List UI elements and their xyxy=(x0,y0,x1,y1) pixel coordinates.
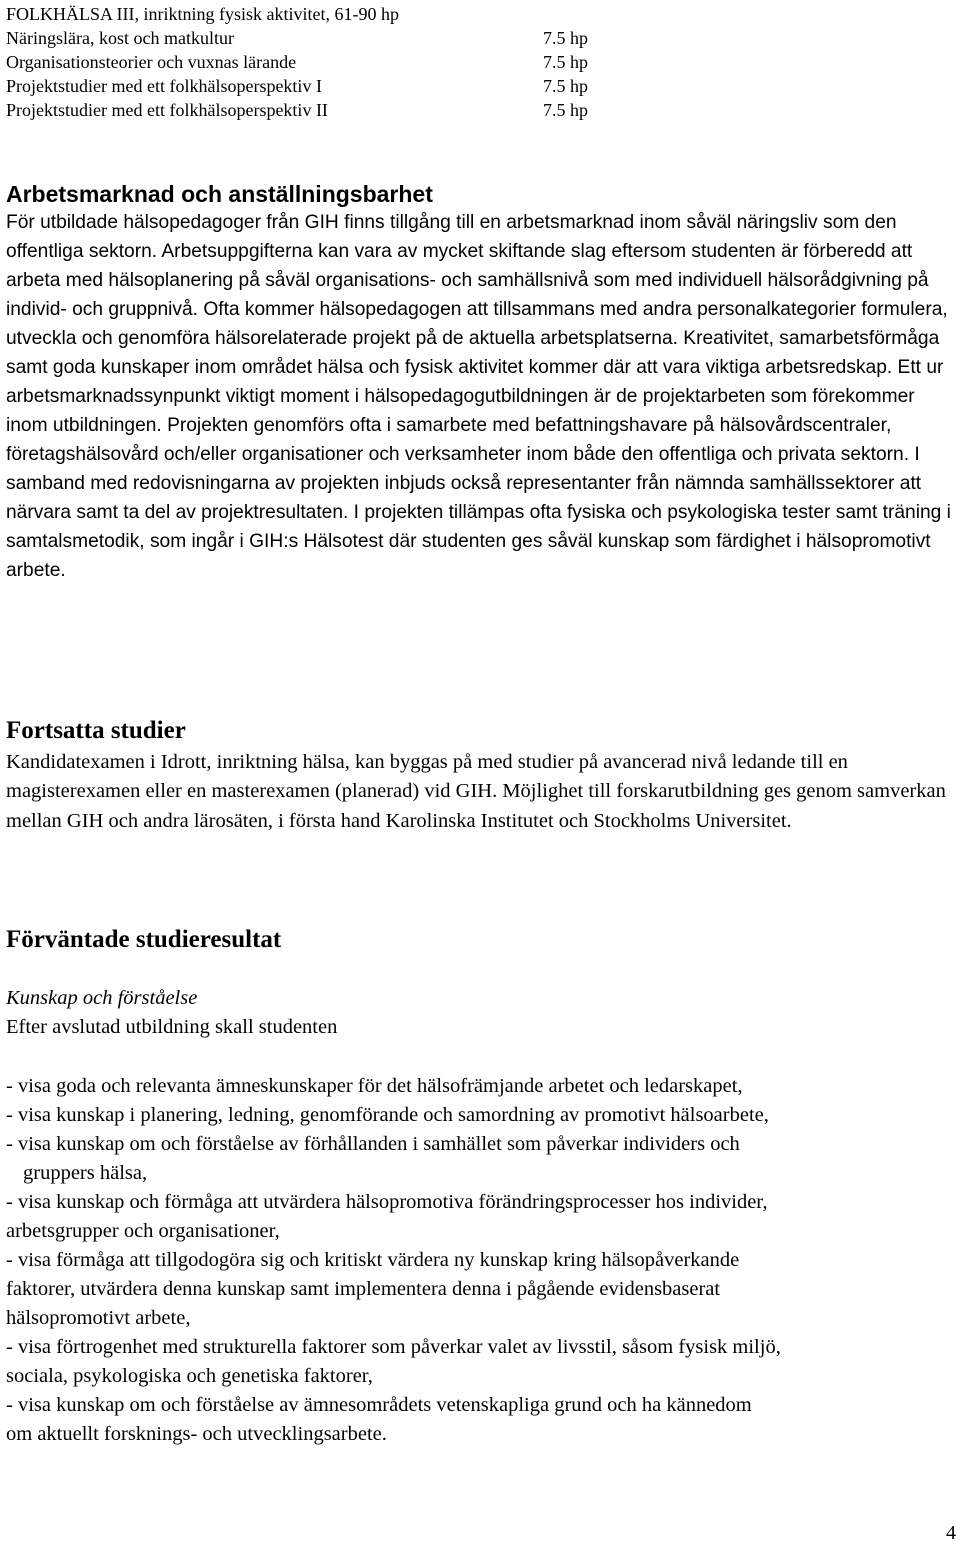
page-number: 4 xyxy=(946,1522,956,1544)
list-item: - visa kunskap i planering, ledning, genomförande och samordning av promotivt hälsoarbete, xyxy=(6,1103,769,1126)
expected-results-section xyxy=(6,925,956,1449)
list-item: faktorer, utvärdera denna kunskap samt implementera denna i pågående evidensbaserat xyxy=(6,1277,721,1300)
further-studies-section xyxy=(6,716,956,836)
expected-results-list xyxy=(6,1072,956,1449)
list-item: - visa goda och relevanta ämneskunskaper för det hälsofrämjande arbetet och ledarskapet, xyxy=(6,1074,743,1097)
course-name: Projektstudier med ett folkhälsoperspektiv II xyxy=(6,100,328,120)
course-row xyxy=(6,50,626,74)
labor-market-text: För utbildade hälsopedagoger från GIH finns tillgång till en arbetsmarknad inom såväl näringsliv som den offentliga sektorn. Arbetsuppgifterna kan vara av mycket skiftande slag eftersom studenten är förberedd att arbeta med hälsoplanering på såväl organisations- och samhällsnivå som med individuell hälsorådgivning på individ- och gruppnivå. Ofta kommer hälsopedagogen att tillsammans med andra personalkategorier formulera, utveckla och genomföra hälsorelaterade projekt på de aktuella arbetsplatserna. Kreativitet, samarbetsförmåga samt goda kunskaper inom området hälsa och fysisk aktivitet kommer där att vara viktiga arbetsredskap. Ett ur arbetsmarknadssynpunkt viktigt moment i hälsopedagogutbildningen är de projektarbeten som förekommer inom utbildningen. Projekten genomförs ofta i samarbete med befattningshavare på hälsovårdscentraler, företagshälsovård och/eller organisationer och verksamheter inom både den offentliga och privata sektorn. I samband med redovisningarna av projekten inbjuds också representanter från nämnda samhällssektorer att närvara samt ta del av projektresultaten. I projekten tillämpas ofta fysiska och psykologiska tester samt träning i samtalsmetodik, som ingår i GIH:s Hälsotest där studenten ges såväl kunskap som färdighet i hälsopromotivt arbete. xyxy=(6,212,951,581)
course-credits: 7.5 hp xyxy=(543,28,588,48)
expected-results-heading: Förväntade studieresultat xyxy=(6,926,282,953)
course-list-heading: FOLKHÄLSA III, inriktning fysisk aktivitet, 61-90 hp xyxy=(6,4,399,24)
list-item: arbetsgrupper och organisationer, xyxy=(6,1219,280,1242)
list-item: om aktuellt forsknings- och utvecklingsarbete. xyxy=(6,1422,387,1445)
expected-results-intro: Efter avslutad utbildning skall studenten xyxy=(6,1016,338,1039)
course-credits: 7.5 hp xyxy=(543,52,588,72)
further-studies-heading: Fortsatta studier xyxy=(6,717,186,744)
list-item: - visa kunskap om och förståelse av ämnesområdets vetenskapliga grund och ha kännedom xyxy=(6,1393,752,1416)
course-name: Näringslära, kost och matkultur xyxy=(6,28,234,48)
list-item: hälsopromotivt arbete, xyxy=(6,1306,191,1329)
knowledge-subheading: Kunskap och förståelse xyxy=(6,987,198,1009)
labor-market-heading: Arbetsmarknad och anställningsbarhet xyxy=(6,181,433,207)
course-list xyxy=(6,2,626,122)
labor-market-section xyxy=(6,180,956,585)
list-item: - visa kunskap om och förståelse av förhållanden i samhället som påverkar individers och xyxy=(6,1132,740,1155)
course-credits: 7.5 hp xyxy=(543,100,588,120)
course-credits: 7.5 hp xyxy=(543,76,588,96)
course-name: Projektstudier med ett folkhälsoperspektiv I xyxy=(6,76,322,96)
list-item: - visa förmåga att tillgodogöra sig och kritiskt värdera ny kunskap kring hälsopåverkande xyxy=(6,1248,740,1271)
course-row xyxy=(6,26,626,50)
list-item: - visa förtrogenhet med strukturella faktorer som påverkar valet av livsstil, såsom fysisk miljö, xyxy=(6,1335,781,1358)
list-item: sociala, psykologiska och genetiska faktorer, xyxy=(6,1364,373,1387)
list-item: - visa kunskap och förmåga att utvärdera hälsopromotiva förändringsprocesser hos individer, xyxy=(6,1190,768,1213)
course-row xyxy=(6,98,626,122)
list-item: gruppers hälsa, xyxy=(23,1161,148,1184)
course-row xyxy=(6,74,626,98)
further-studies-text: Kandidatexamen i Idrott, inriktning hälsa, kan byggas på med studier på avancerad nivå ledande till en magisterexamen eller en masterexamen (planerad) vid GIH. Möjlighet till forskarutbildning ges genom samverkan mellan GIH och andra lärosäten, i första hand Karolinska Institutet och Stockholms Universitet. xyxy=(6,751,946,832)
course-name: Organisationsteorier och vuxnas lärande xyxy=(6,52,297,72)
